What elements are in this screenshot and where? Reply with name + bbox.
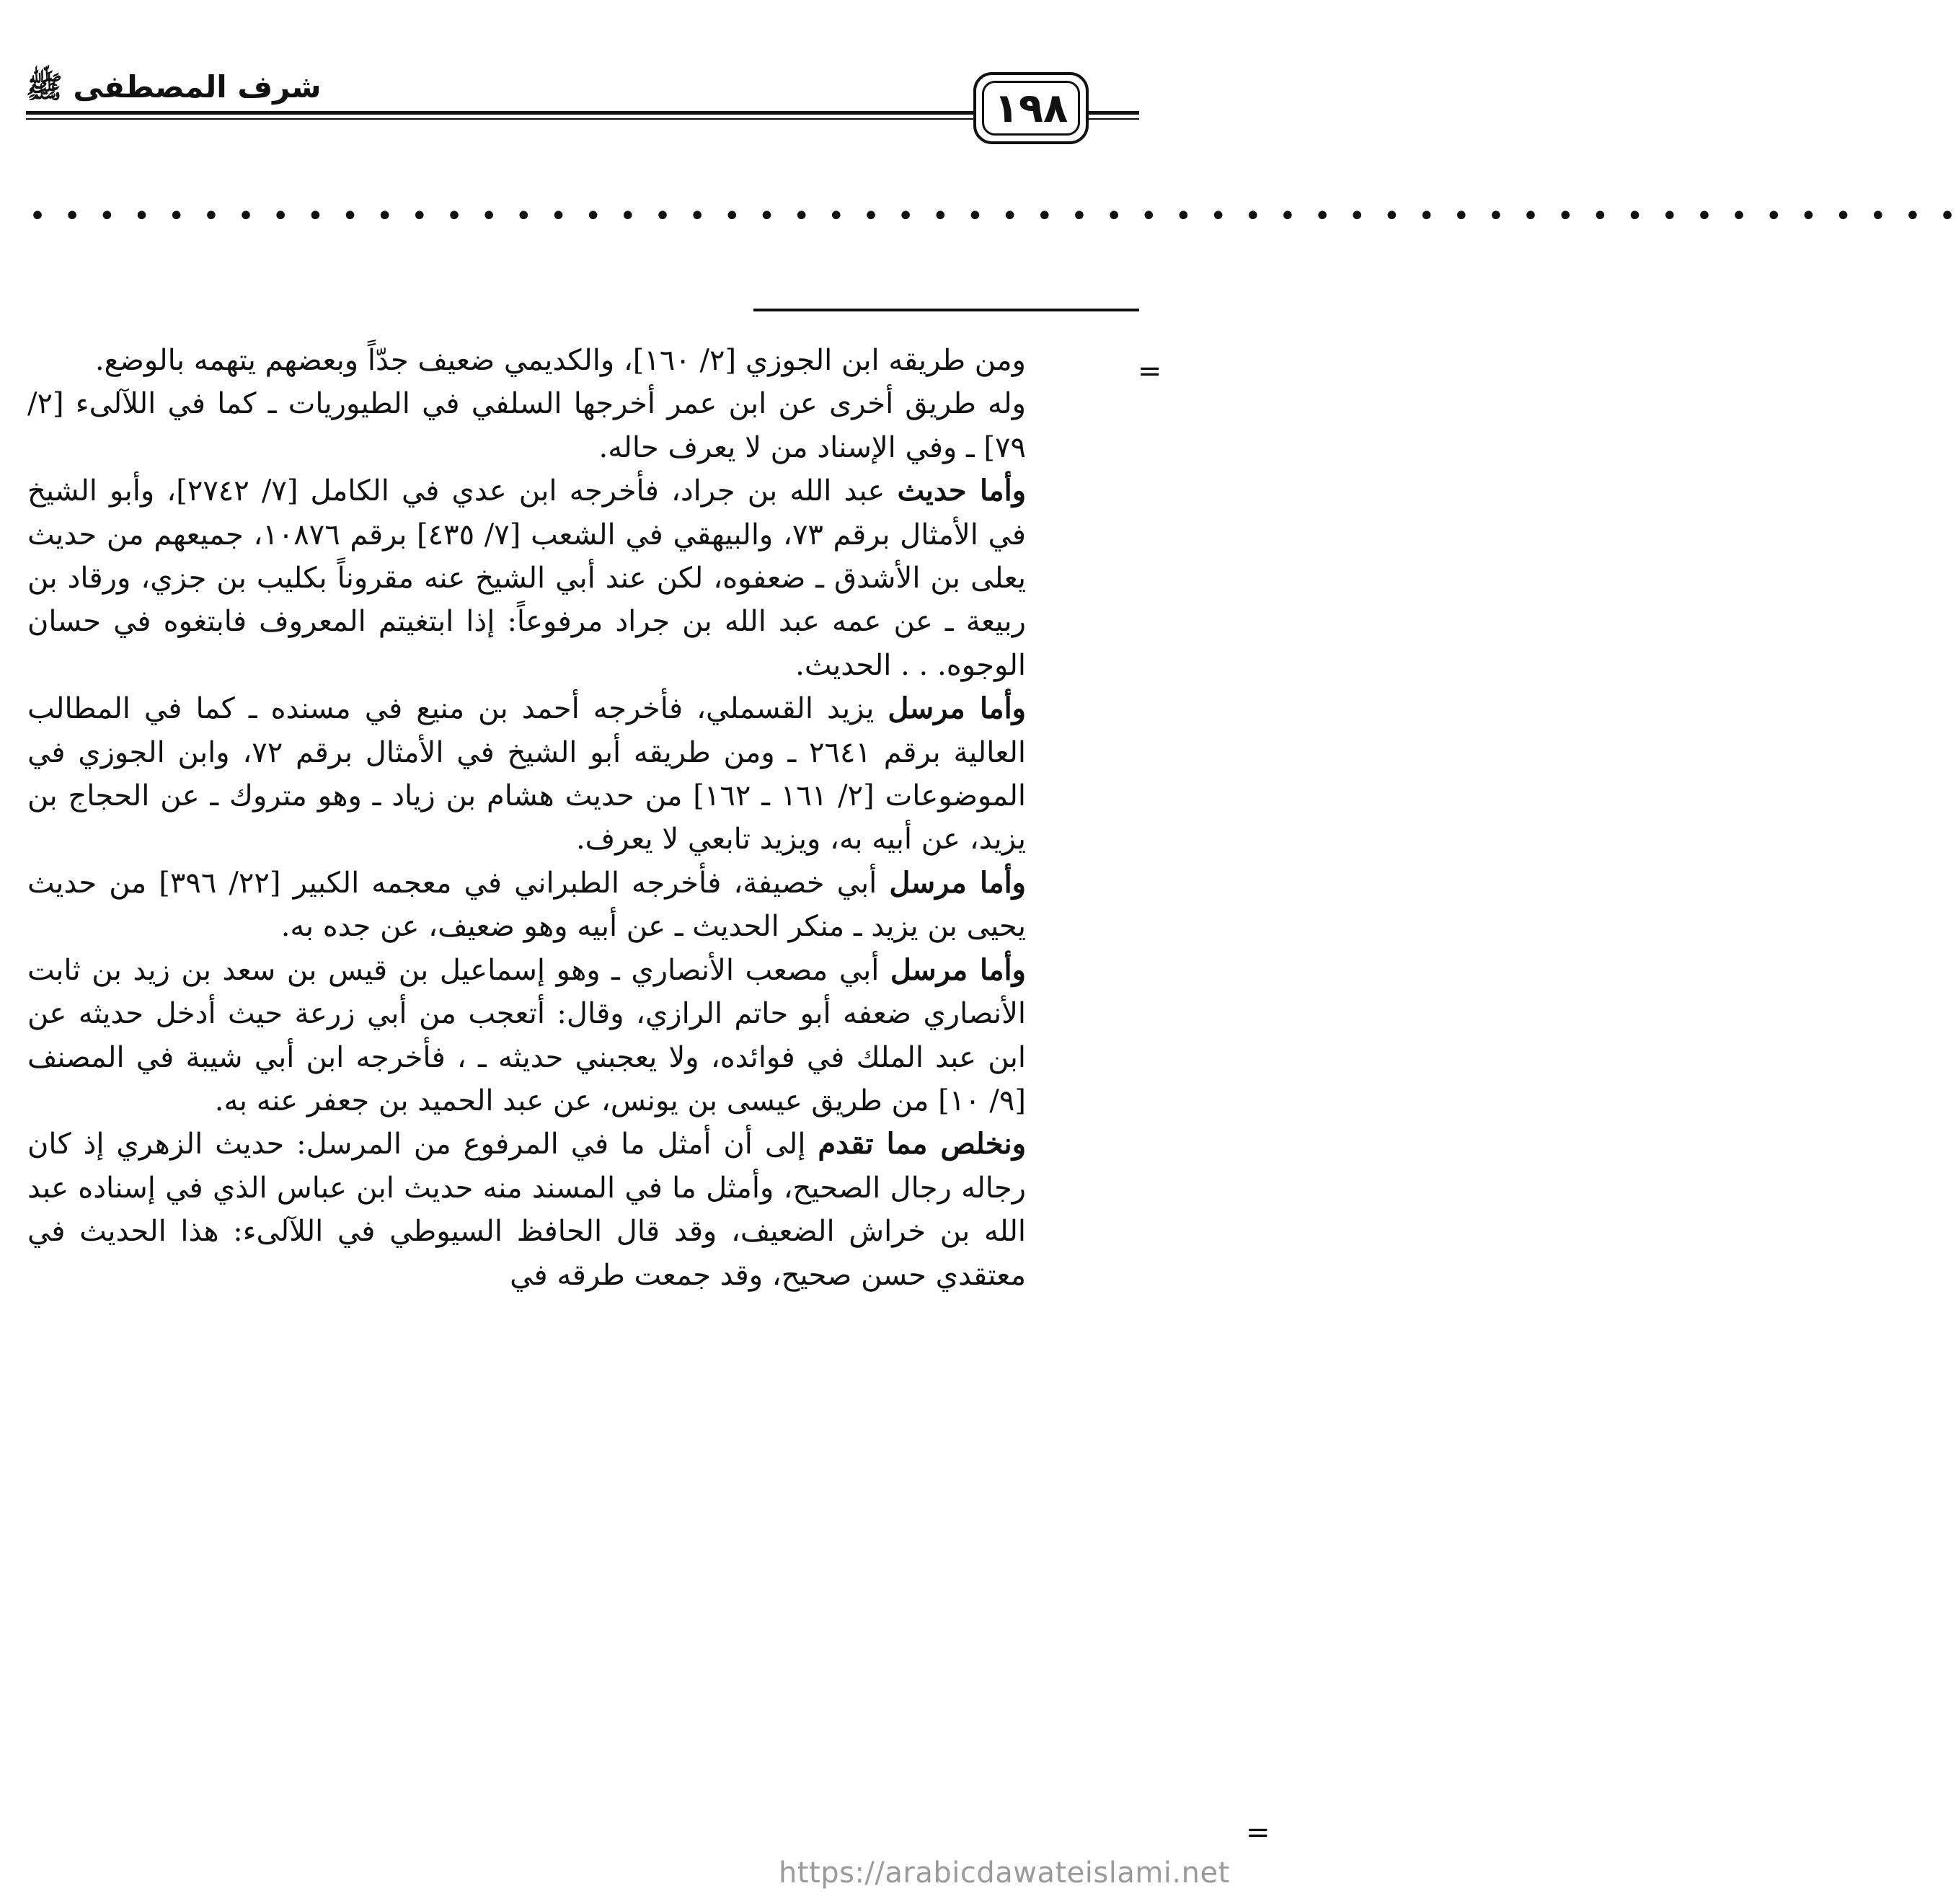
page-header <box>0 0 1277 159</box>
paragraph-text: وله طريق أخرى عن ابن عمر أخرجها السلفي في الطيوريات ـ كما في اللآلىء [٢/ ٧٩] ـ وفي الإسناد من لا يعرف حاله. <box>27 387 1026 464</box>
paragraph-lead: وأما حديث <box>897 474 1027 508</box>
book-title: شرف المصطفى ﷺ <box>26 69 322 105</box>
paragraph <box>27 949 1026 1123</box>
continuation-mark-bottom: = <box>1246 1816 1270 1849</box>
footnote-rule <box>753 309 1139 311</box>
paragraph <box>27 382 1026 469</box>
paragraph-lead: ونخلص مما تقدم <box>818 1127 1027 1161</box>
header-rule-right-thick <box>1089 111 1139 115</box>
paragraph-lead: وأما مرسل <box>889 865 1026 900</box>
footnote-separator-dots: • • • • • • • • • • • • • • • • • • • • • • • • • • • • • • • • • • • • • • • • • • • • • • • • • • • • • • • • <box>29 200 1956 233</box>
paragraph-text: إلى أن أمثل ما في المرفوع من المرسل: حديث الزهري إذ كان رجاله رجال الصحيح، وأمثل ما في المسند منه حديث ابن عباس الذي في إسناده عبد الله بن خراش الضعيف، وقد قال الحافظ السيوطي في اللآلىء: هذا الحديث في معتقدي حسن صحيح، وقد جمعت طرقه في <box>27 1128 1026 1292</box>
header-rule-thick <box>26 111 973 115</box>
paragraph <box>27 862 1026 949</box>
paragraph-text: يزيد القسملي، فأخرجه أحمد بن منيع في مسنده ـ كما في المطالب العالية برقم ٢٦٤١ ـ ومن طريقه أبو الشيخ في الأمثال برقم ٧٢، وابن الجوزي في الموضوعات [٢/ ١٦١ ـ ١٦٢] من حديث هشام بن زياد ـ وهو متروك ـ عن الحجاج بن يزيد، عن أبيه به، ويزيد تابعي لا يعرف. <box>27 692 1027 856</box>
header-rule-right-thin <box>1089 118 1139 120</box>
paragraph <box>27 339 1026 382</box>
paragraph-text: ومن طريقه ابن الجوزي [٢/ ١٦٠]، والكديمي ضعيف جدّاً وبعضهم يتهمه بالوضع. <box>94 344 1026 377</box>
header-rule-thin <box>26 118 973 120</box>
paragraph <box>27 469 1026 687</box>
page-number: ١٩٨ <box>982 81 1080 136</box>
watermark-url: https://arabicdawateislami.net <box>779 1856 1230 1890</box>
paragraph-text: أبي خصيفة، فأخرجه الطبراني في معجمه الكبير [٢٢/ ٣٩٦] من حديث يحيى بن يزيد ـ منكر الحديث ـ عن أبيه وهو ضعيف، عن جده به. <box>27 866 1026 944</box>
paragraph-lead: وأما مرسل <box>888 691 1026 726</box>
paragraph <box>27 687 1026 862</box>
paragraph-lead: وأما مرسل <box>890 952 1026 987</box>
paragraph <box>27 1123 1026 1297</box>
paragraph-text: أبي مصعب الأنصاري ـ وهو إسماعيل بن قيس بن سعد بن زيد بن ثابت الأنصاري ضعفه أبو حاتم الرازي، وقال: أتعجب من أبي زرعة حيث أدخل حديثه عن ابن عبد الملك في فوائده، ولا يعجبني حديثه ـ ، فأخرجه ابن أبي شيبة في المصنف [٩/ ١٠] من طريق عيسى بن يونس، عن عبد الحميد بن جعفر عنه به. <box>27 953 1026 1117</box>
continuation-mark-top: = <box>1138 355 1162 388</box>
footnote-body <box>27 339 1026 1297</box>
page-number-frame <box>973 72 1089 144</box>
paragraph-text: عبد الله بن جراد، فأخرجه ابن عدي في الكامل [٧/ ٢٧٤٢]، وأبو الشيخ في الأمثال برقم ٧٣، والبيهقي في الشعب [٧/ ٤٣٥] برقم ١٠٨٧٦، جميعهم من حديث يعلى بن الأشدق ـ ضعفوه، لكن عند أبي الشيخ عنه مقروناً بكليب بن جزي، ورقاد بن ربيعة ـ عن عمه عبد الله بن جراد مرفوعاً: إذا ابتغيتم المعروف فابتغوه في حسان الوجوه. . . الحديث. <box>27 474 1026 682</box>
